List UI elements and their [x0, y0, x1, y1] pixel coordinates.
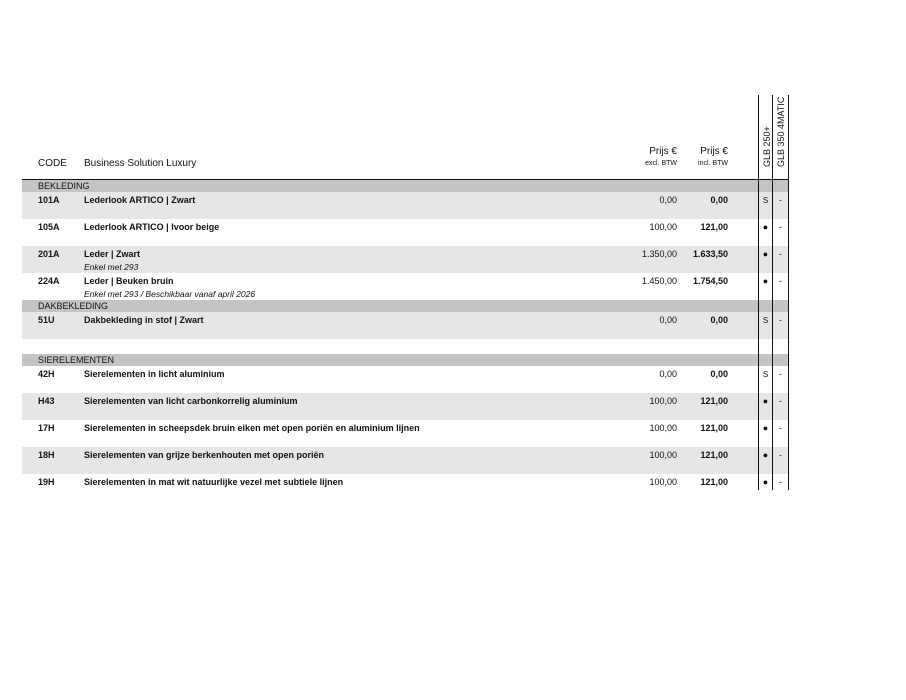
model-2-availability: -: [779, 477, 782, 487]
model-2-availability: -: [779, 276, 782, 286]
option-code: 101A: [38, 195, 60, 205]
model-2-availability: -: [779, 195, 782, 205]
price-excl: 100,00: [649, 450, 677, 460]
option-description: Lederlook ARTICO | Zwart: [84, 195, 196, 205]
option-description: Leder | Zwart: [84, 249, 141, 259]
column-divider-1: [758, 95, 759, 490]
model-1-cell: [759, 420, 772, 447]
model-2-availability: -: [779, 450, 782, 460]
price-excl: 100,00: [649, 396, 677, 406]
table-row: [22, 246, 758, 273]
model-2-cell: [773, 273, 788, 300]
price-incl-label: Prijs €: [700, 146, 728, 157]
model-2-cell: [773, 312, 788, 339]
price-incl: 121,00: [700, 450, 728, 460]
model-2-cell: [773, 219, 788, 246]
model-1-cell: [759, 366, 772, 393]
option-description: Sierelementen van grijze berkenhouten met open poriën: [84, 450, 325, 460]
price-excl: 0,00: [659, 315, 677, 325]
price-excl: 100,00: [649, 222, 677, 232]
price-incl: 0,00: [710, 315, 728, 325]
model-1-availability: ●: [762, 477, 769, 487]
option-code: 18H: [38, 450, 55, 460]
option-description: Sierelementen in licht aluminium: [84, 369, 225, 379]
section-header: [22, 180, 788, 192]
model-2-header: GLB 350 4MATIC: [776, 96, 786, 167]
price-incl-header: [680, 146, 728, 167]
option-code: 224A: [38, 276, 60, 286]
model-2-cell: [773, 474, 788, 501]
table-row: [22, 474, 758, 501]
model-2-availability: -: [779, 222, 782, 232]
model-1-cell: [759, 393, 772, 420]
price-excl-sub: excl. BTW: [645, 160, 677, 167]
table-row: [22, 273, 758, 300]
table-row: [22, 192, 758, 219]
price-excl: 100,00: [649, 477, 677, 487]
price-incl: 1.754,50: [692, 276, 728, 286]
option-note: Enkel met 293: [84, 262, 139, 272]
model-2-availability: -: [779, 423, 782, 433]
option-description: Sierelementen van licht carbonkorrelig aluminium: [84, 396, 298, 406]
model-1-cell: [759, 312, 772, 339]
option-code: 19H: [38, 477, 55, 487]
model-1-availability: ●: [762, 450, 769, 460]
option-description: Sierelementen in scheepsdek bruin eiken met open poriën en aluminium lijnen: [84, 423, 420, 433]
option-description: Dakbekleding in stof | Zwart: [84, 315, 204, 325]
model-1-cell: [759, 273, 772, 300]
model-1-availability: ●: [762, 423, 769, 433]
model-1-cell: [759, 219, 772, 246]
table-row: [22, 420, 758, 447]
model-2-cell: [773, 447, 788, 474]
model-2-cell: [773, 192, 788, 219]
option-note: Enkel met 293 / Beschikbaar vanaf april 2026: [84, 289, 256, 299]
price-incl: 121,00: [700, 477, 728, 487]
model-2-availability: -: [779, 315, 782, 325]
price-incl: 0,00: [710, 369, 728, 379]
model-1-availability: S: [762, 196, 769, 205]
package-title: Business Solution Luxury: [84, 158, 197, 169]
price-excl: 1.450,00: [641, 276, 677, 286]
model-2-availability: -: [779, 249, 782, 259]
column-divider-3: [788, 95, 789, 490]
section-header: [22, 300, 788, 312]
model-1-availability: ●: [762, 222, 769, 232]
option-code: H43: [38, 396, 55, 406]
option-description: Lederlook ARTICO | Ivoor beige: [84, 222, 220, 232]
option-description: Leder | Beuken bruin: [84, 276, 174, 286]
price-excl: 1.350,00: [641, 249, 677, 259]
model-1-cell: [759, 447, 772, 474]
option-code: 201A: [38, 249, 60, 259]
code-column-header: CODE: [38, 158, 67, 169]
option-code: 17H: [38, 423, 55, 433]
table-row: [22, 219, 758, 246]
price-excl: 0,00: [659, 369, 677, 379]
model-2-availability: -: [779, 369, 782, 379]
price-excl-label: Prijs €: [649, 146, 677, 157]
table-row: [22, 366, 758, 393]
model-1-availability: ●: [762, 276, 769, 286]
model-1-cell: [759, 474, 772, 501]
price-incl: 121,00: [700, 423, 728, 433]
price-excl: 100,00: [649, 423, 677, 433]
model-1-availability: ●: [762, 249, 769, 259]
price-incl-sub: incl. BTW: [698, 160, 728, 167]
model-2-cell: [773, 420, 788, 447]
model-1-availability: S: [762, 316, 769, 325]
option-description: Sierelementen in mat wit natuurlijke vezel met subtiele lijnen: [84, 477, 344, 487]
model-2-cell: [773, 246, 788, 273]
model-2-cell: [773, 393, 788, 420]
model-2-availability: -: [779, 396, 782, 406]
price-incl: 121,00: [700, 396, 728, 406]
section-title: BEKLEDING: [38, 181, 90, 191]
price-incl: 121,00: [700, 222, 728, 232]
option-code: 51U: [38, 315, 55, 325]
column-divider-2: [772, 95, 773, 490]
table-row: [22, 447, 758, 474]
model-1-availability: ●: [762, 396, 769, 406]
table-row: [22, 393, 758, 420]
option-code: 42H: [38, 369, 55, 379]
model-1-availability: S: [762, 370, 769, 379]
table-row: [22, 312, 758, 339]
section-header: [22, 354, 788, 366]
price-incl: 0,00: [710, 195, 728, 205]
price-excl: 0,00: [659, 195, 677, 205]
option-code: 105A: [38, 222, 60, 232]
model-1-cell: [759, 246, 772, 273]
section-title: DAKBEKLEDING: [38, 301, 109, 311]
price-incl: 1.633,50: [692, 249, 728, 259]
model-1-cell: [759, 192, 772, 219]
model-2-cell: [773, 366, 788, 393]
model-1-header: GLB 250+: [762, 126, 772, 167]
price-excl-header: [620, 146, 677, 167]
section-title: SIERELEMENTEN: [38, 355, 115, 365]
